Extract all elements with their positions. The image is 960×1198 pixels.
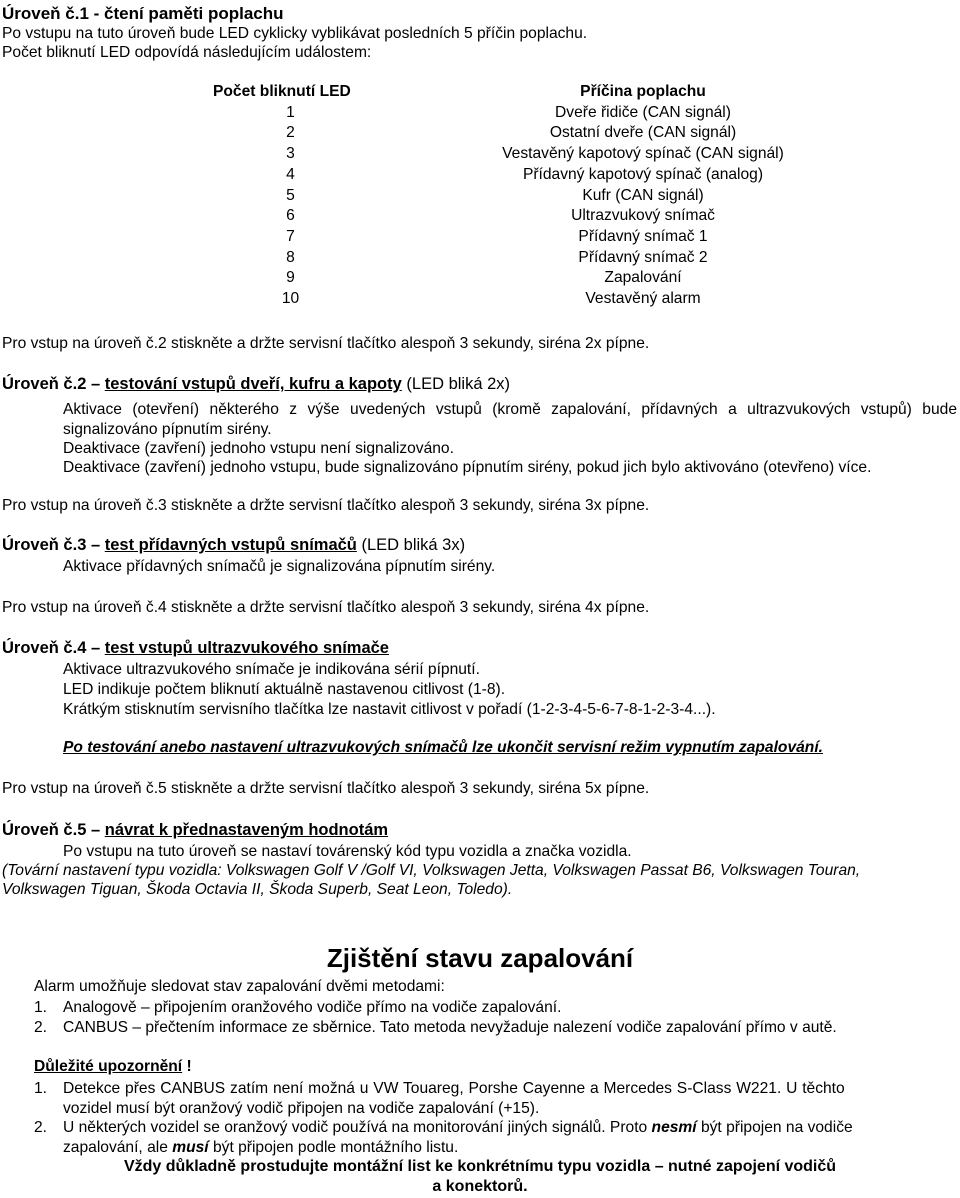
level2-enter-next: Pro vstup na úroveň č.3 stiskněte a držte servisní tlačítko alespoň 3 sekundy, siréna 3x pípne. (2, 497, 650, 514)
alarm-cause-table (213, 82, 863, 310)
table-cell-cause: Kufr (CAN signál) (582, 186, 704, 204)
important-notice-label: Důležité upozornění (34, 1058, 183, 1075)
table-cell-cause: Zapalování (604, 269, 682, 287)
level3-title-prefix: Úroveň č.3 (2, 536, 87, 554)
table-cell-cause: Přídavný snímač 1 (578, 227, 708, 245)
level5-italic-line2: Volkswagen Tiguan, Škoda Octavia II, Škoda Superb, Seat Leon, Toledo). (2, 881, 513, 898)
notice1-line1: Detekce přes CANBUS zatím není možná u VW Touareg, Porshe Cayenne a Mercedes S-Class W221. U těchto (63, 1080, 845, 1097)
table-cell-count: 2 (286, 124, 295, 142)
level4-paragraph2: LED indikuje počtem bliknutí aktuálně nastavenou citlivost (1-8). (63, 681, 506, 698)
table-cell-cause: Ultrazvukový snímač (571, 207, 715, 225)
table-cell-count: 4 (286, 165, 295, 183)
notice2-number: 2. (34, 1119, 48, 1136)
level2-title-main: testování vstupů dveří, kufru a kapoty (104, 375, 402, 393)
notice2-line1 (63, 1118, 853, 1138)
notice2-line1-end: být připojen na vodiče (696, 1119, 853, 1136)
level4-enter-next: Pro vstup na úroveň č.5 stiskněte a držte servisní tlačítko alespoň 3 sekundy, siréna 5x pípne. (2, 780, 650, 797)
level5-title-prefix: Úroveň č.5 (2, 821, 87, 839)
notice2-line2-start: zapalování, ale (63, 1139, 173, 1156)
important-notice (34, 1057, 192, 1077)
table-cell-count: 1 (286, 103, 295, 121)
notice2-line2-end: být připojen podle montážního listu. (208, 1139, 459, 1156)
level4-note: Po testování anebo nastavení ultrazvukových snímačů lze ukončit servisní režim vypnutím zapalování. (63, 739, 823, 756)
level3-title-main: test přídavných vstupů snímačů (104, 536, 357, 554)
table-row (213, 165, 863, 186)
ignition-method1-number: 1. (34, 999, 48, 1016)
notice2-emphasis-nesmi: nesmí (651, 1119, 697, 1136)
final-warning-line2: a konektorů. (432, 1178, 528, 1195)
level2-title-prefix: Úroveň č.2 (2, 375, 87, 393)
table-cell-cause: Ostatní dveře (CAN signál) (549, 124, 737, 142)
notice2-line1-start: U některých vozidel se oranžový vodič používá na monitorování jiných signálů. Proto (63, 1119, 652, 1136)
level5-title: Úroveň č.5 – návrat k přednastaveným hodnotám (2, 821, 389, 839)
table-row (213, 144, 863, 165)
table-cell-cause: Vestavěný kapotový spínač (CAN signál) (502, 145, 784, 163)
table-header-count: Počet bliknutí LED (213, 83, 351, 100)
table-row (213, 268, 863, 289)
level2-paragraph1: Aktivace (otevření) některého z výše uvedených vstupů (kromě zapalování, přídavných a ultrazvukových vstupů) bude signalizováno pípnutím sirény. (63, 401, 957, 438)
table-row (213, 289, 863, 310)
level4-title-prefix: Úroveň č.4 (2, 639, 87, 657)
table-row (213, 186, 863, 207)
table-row (213, 206, 863, 227)
table-cell-count: 6 (286, 207, 295, 225)
level2-paragraph3: Deaktivace (zavření) jednoho vstupu, bude signalizováno pípnutím sirény, pokud jich bylo aktivováno (otevřeno) více. (63, 459, 872, 476)
table-row (213, 227, 863, 248)
ignition-intro: Alarm umožňuje sledovat stav zapalování dvěmi metodami: (34, 978, 445, 995)
level3-enter-next: Pro vstup na úroveň č.4 stiskněte a držte servisní tlačítko alespoň 3 sekundy, siréna 4x pípne. (2, 599, 650, 616)
final-warning-line1: Vždy důkladně prostudujte montážní list ke konkrétnímu typu vozidla – nutné zapojení vodičů (123, 1158, 837, 1175)
level5-title-main: návrat k přednastaveným hodnotám (104, 821, 389, 839)
important-notice-exclamation: ! (182, 1058, 192, 1075)
table-cell-cause: Přídavný kapotový spínač (analog) (522, 165, 764, 183)
table-row (213, 103, 863, 124)
level1-enter-next: Pro vstup na úroveň č.2 stiskněte a držte servisní tlačítko alespoň 3 sekundy, siréna 2x pípne. (2, 335, 650, 352)
level4-paragraph1: Aktivace ultrazvukového snímače je indikována sérií pípnutí. (63, 661, 480, 678)
table-cell-cause: Vestavěný alarm (585, 290, 701, 308)
level2-title-suffix: (LED bliká 2x) (401, 375, 511, 393)
level3-title-suffix: (LED bliká 3x) (356, 536, 466, 554)
table-row (213, 123, 863, 144)
level2-title: Úroveň č.2 – testování vstupů dveří, kufru a kapoty (LED bliká 2x) (2, 375, 511, 393)
level3-paragraph1: Aktivace přídavných snímačů je signalizována pípnutím sirény. (63, 558, 496, 575)
table-row (213, 248, 863, 269)
level4-title-main: test vstupů ultrazvukového snímače (104, 639, 389, 657)
level5-italic-line1: (Tovární nastavení typu vozidla: Volkswagen Golf V /Golf VI, Volkswagen Jetta, Volkswagen Passat B6, Volkswagen Touran, (2, 862, 861, 879)
table-cell-cause: Přídavný snímač 2 (578, 248, 708, 266)
ignition-method2: CANBUS – přečtením informace ze sběrnice. Tato metoda nevyžaduje nalezení vodiče zapalování přímo v autě. (63, 1019, 837, 1036)
ignition-method2-number: 2. (34, 1019, 48, 1036)
table-cell-count: 3 (286, 145, 295, 163)
notice2-emphasis-musi: musí (172, 1139, 209, 1156)
table-header-row (213, 82, 863, 103)
table-cell-count: 10 (281, 290, 300, 308)
table-cell-cause: Dveře řidiče (CAN signál) (555, 103, 731, 121)
level3-title: Úroveň č.3 – test přídavných vstupů snímačů (LED bliká 3x) (2, 536, 466, 554)
table-cell-count: 9 (286, 269, 295, 287)
ignition-method1: Analogově – připojením oranžového vodiče přímo na vodiče zapalování. (63, 999, 562, 1016)
table-cell-count: 5 (286, 186, 295, 204)
level1-line2: Počet bliknutí LED odpovídá následujícím událostem: (2, 44, 372, 61)
table-cell-count: 8 (286, 248, 295, 266)
notice1-number: 1. (34, 1080, 48, 1097)
level5-paragraph1: Po vstupu na tuto úroveň se nastaví továrenský kód typu vozidla a značka vozidla. (63, 843, 632, 860)
level1-line1: Po vstupu na tuto úroveň bude LED cyklicky vyblikávat posledních 5 příčin poplachu. (2, 25, 588, 42)
notice2-line2 (63, 1138, 458, 1158)
level2-paragraph2: Deaktivace (zavření) jednoho vstupu není signalizováno. (63, 440, 454, 457)
notice1-line2: vozidel musí být oranžový vodič připojen na vodiče zapalování (+15). (63, 1100, 540, 1117)
ignition-heading: Zjištění stavu zapalování (326, 943, 634, 973)
table-header-cause: Příčina poplachu (580, 83, 706, 100)
level4-title: Úroveň č.4 – test vstupů ultrazvukového snímače (2, 639, 389, 657)
level1-title: Úroveň č.1 - čtení paměti poplachu (2, 4, 284, 23)
level4-paragraph3: Krátkým stisknutím servisního tlačítka lze nastavit citlivost v pořadí (1-2-3-4-5-6-7-8-1-2-3-4...). (63, 701, 716, 718)
table-cell-count: 7 (286, 227, 295, 245)
